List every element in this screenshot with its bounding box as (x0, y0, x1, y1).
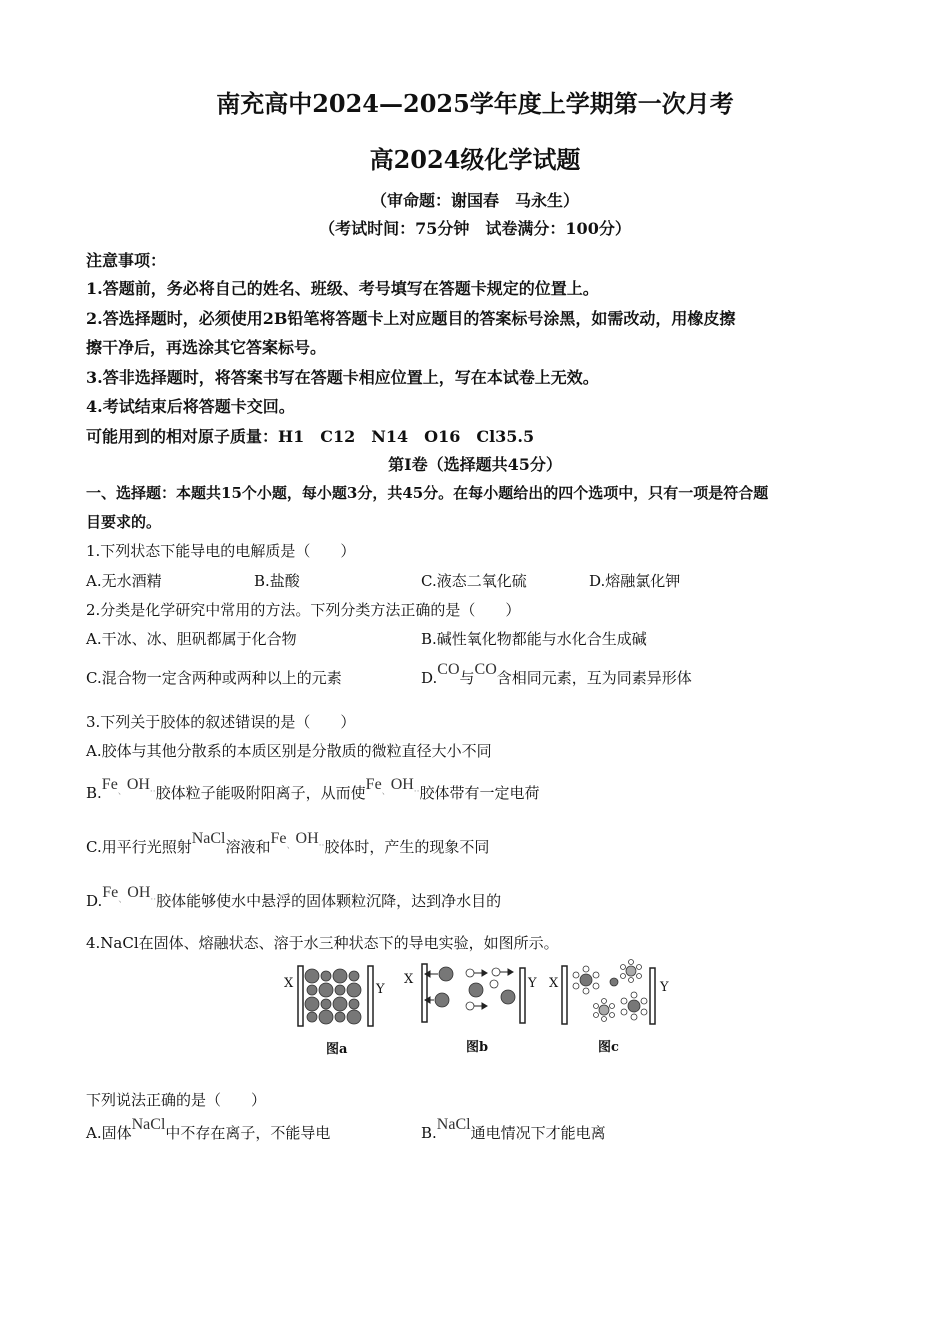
q3-d-fe: Fe (102, 884, 119, 901)
figure-c-caption: 图c (598, 1040, 619, 1055)
q3-c-mid: 溶液和 (225, 838, 271, 856)
q3-d-oh: OH (127, 884, 151, 901)
q2-stem: 2.分类是化学研究中常用的方法。下列分类方法正确的是（ ） (86, 601, 521, 619)
q2-d-suffix: 含相同元素，互为同素异形体 (496, 669, 692, 687)
q3-c-fe: Fe (270, 830, 287, 847)
q3-option-b: B.Fe、OH··胶体粒子能吸附阳离子，从而使Fe、OH··胶体带有一定电荷 (86, 776, 540, 802)
q3-stem: 3.下列关于胶体的叙述错误的是（ ） (86, 713, 356, 731)
note-2a: 2.答选择题时，必须使用2B铅笔将答题卡上对应题目的答案标号涂黑，如需改动，用橡皮擦 (86, 309, 736, 328)
figure-c-y-label: Y (660, 980, 669, 995)
q4-b-nacl: NaCl (436, 1116, 471, 1133)
figure-b-caption: 图b (466, 1040, 489, 1055)
note-2b: 擦干净后，再选涂其它答案标号。 (86, 338, 327, 357)
figure-c-x-label: X (549, 976, 559, 991)
q4-option-a (86, 1116, 331, 1143)
q3-b-fe: Fe (101, 776, 118, 793)
q3-b-oh: OH (126, 776, 150, 793)
atomic-masses: 可能用到的相对原子质量：H1 C12 N14 O16 Cl35.5 (86, 427, 535, 446)
q3-b-suffix: 胶体带有一定电荷 (419, 784, 540, 802)
figure-b-x-label: X (404, 972, 414, 987)
q2-option-c: C.混合物一定含两种或两种以上的元素 (86, 669, 342, 687)
q2-d-prefix: D. (421, 669, 438, 687)
section-intro-a: 一、选择题：本题共15个小题，每小题3分，共45分。在每小题给出的四个选项中，只有一项是符合题 (86, 484, 769, 502)
q3-option-a: A.胶体与其他分散系的本质区别是分散质的微粒直径大小不同 (86, 742, 492, 760)
q3-b-prefix: B. (86, 784, 102, 802)
q3-b-mid: 胶体粒子能吸附阳离子，从而使 (155, 784, 366, 802)
figure-b-y-label: Y (528, 976, 537, 991)
q4-a-suffix: 中不存在离子，不能导电 (165, 1124, 331, 1142)
q2-d-formula-2: CO (474, 661, 497, 678)
q4-b-prefix: B. (421, 1124, 437, 1142)
q3-c-oh: OH (295, 830, 319, 847)
figure-a-y-label: Y (376, 982, 385, 997)
q3-option-d: D.Fe、OH··胶体能够使水中悬浮的固体颗粒沉降，达到净水目的 (86, 884, 502, 910)
q4-b-suffix: 通电情况下才能电离 (470, 1124, 606, 1142)
q1-option-a: A.无水酒精 (86, 572, 162, 590)
q4-option-b (421, 1116, 606, 1143)
exam-info-line: （考试时间：75分钟 试卷满分：100分） (319, 219, 631, 238)
q4-stem: 4.NaCl在固体、熔融状态、溶于水三种状态下的导电实验，如图所示。 (86, 934, 559, 952)
section-title: 第Ⅰ卷（选择题共45分） (388, 455, 562, 474)
note-4: 4.考试结束后将答题卡交回。 (86, 397, 295, 416)
q3-c-prefix: C.用平行光照射 (86, 838, 192, 856)
q3-d-suffix: 胶体能够使水中悬浮的固体颗粒沉降，达到净水目的 (156, 892, 502, 910)
q1-stem: 1.下列状态下能导电的电解质是（ ） (86, 542, 356, 560)
note-3: 3.答非选择题时，将答案书写在答题卡相应位置上，写在本试卷上无效。 (86, 368, 599, 387)
note-1: 1.答题前，务必将自己的姓名、班级、考号填写在答题卡规定的位置上。 (86, 279, 599, 298)
figure-a-caption: 图a (326, 1042, 348, 1057)
q3-b-fe-2: Fe (365, 776, 382, 793)
q3-c-nacl: NaCl (191, 830, 226, 847)
q3-b-oh-2: OH (390, 776, 414, 793)
q4-question: 下列说法正确的是（ ） (86, 1091, 267, 1109)
q2-option-a: A.干冰、冰、胆矾都属于化合物 (86, 630, 297, 648)
exam-subtitle: 高2024级化学试题 (369, 145, 581, 174)
q2-option-d (421, 661, 692, 688)
figure-b (404, 960, 544, 1057)
q1-option-d: D.熔融氯化钾 (589, 572, 681, 590)
q2-option-b: B.碱性氧化物都能与水化合生成碱 (421, 630, 647, 648)
q2-d-formula-1: CO (437, 661, 460, 678)
exam-title: 南充高中2024—2025学年度上学期第一次月考 (216, 89, 734, 118)
figure-a (282, 962, 392, 1057)
q1-option-c: C.液态二氧化硫 (421, 572, 527, 590)
q2-d-mid: 与 (459, 669, 475, 687)
q1-option-b: B.盐酸 (254, 572, 300, 590)
q4-a-prefix: A.固体 (86, 1124, 132, 1142)
figure-c (546, 958, 676, 1057)
authors-line: （审命题：谢国春 马永生） (370, 191, 579, 210)
q4-a-nacl: NaCl (131, 1116, 166, 1133)
notes-heading: 注意事项： (86, 251, 167, 270)
section-intro-b: 目要求的。 (86, 513, 162, 531)
q3-c-suffix: 胶体时，产生的现象不同 (324, 838, 490, 856)
q3-option-c: C.用平行光照射NaCl溶液和Fe、OH··胶体时，产生的现象不同 (86, 830, 490, 856)
q3-d-prefix: D. (86, 892, 103, 910)
figure-a-x-label: X (284, 976, 294, 991)
